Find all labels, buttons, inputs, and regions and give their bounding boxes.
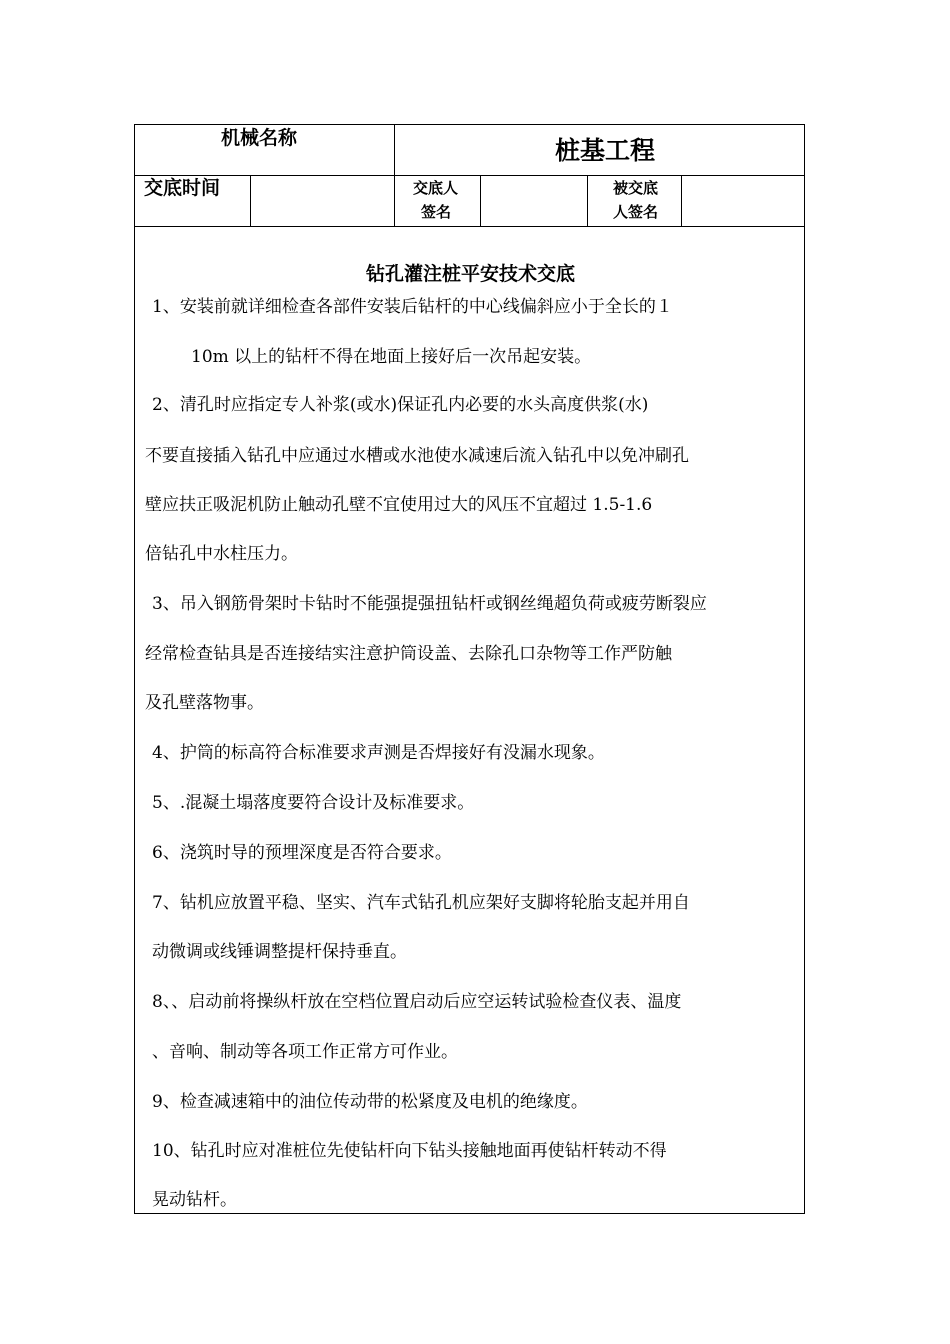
row-divider-2 <box>135 226 804 227</box>
body-line: 7、钻机应放置平稳、坚实、汽车式钻孔机应架好支脚将轮胎支起并用自 <box>152 893 690 913</box>
receiver-label <box>613 176 658 224</box>
col-divider-person-value <box>480 175 481 226</box>
col-divider-receiver-value <box>681 175 682 226</box>
body-line: 10m 以上的钻杆不得在地面上接好后一次吊起安装。 <box>191 347 592 367</box>
body-line: 2、清孔时应指定专人补浆(或水)保证孔内必要的水头高度供浆(水) <box>152 395 649 415</box>
body-line: 晃动钻杆。 <box>152 1190 237 1210</box>
handover-time-label: 交底时间 <box>144 177 221 199</box>
handover-person-label-line-2: 签名 <box>421 203 452 221</box>
machine-name-label: 机械名称 <box>221 127 298 149</box>
body-line: 4、护筒的标高符合标准要求声测是否焊接好有没漏水现象。 <box>152 743 605 763</box>
body-line: 、音响、制动等各项工作正常方可作业。 <box>152 1042 458 1062</box>
col-divider-main <box>394 125 395 226</box>
receiver-label-line-2: 人签名 <box>613 203 659 221</box>
body-line: 9、检查减速箱中的油位传动带的松紧度及电机的绝缘度。 <box>152 1092 588 1112</box>
body-line: 6、浇筑时导的预埋深度是否符合要求。 <box>152 843 452 863</box>
handover-time-value[interactable] <box>257 183 387 219</box>
document-title: 钻孔灌注桩平安技术交底 <box>365 263 575 285</box>
body-line: 不要直接插入钻孔中应通过水槽或水池使水减速后流入钻孔中以免冲刷孔 <box>145 446 689 466</box>
receiver-signature[interactable] <box>688 183 798 219</box>
col-divider-time-value <box>250 175 251 226</box>
row-divider-1 <box>135 175 804 176</box>
body-line: 1、安装前就详细检查各部件安装后钻杆的中心线偏斜应小于全长的１ <box>152 297 673 317</box>
body-line: 动微调或线锤调整提杆保持垂直。 <box>152 942 407 962</box>
body-line: 10、钻孔时应对准桩位先使钻杆向下钻头接触地面再使钻杆转动不得 <box>152 1141 667 1161</box>
handover-person-label-line-1: 交底人 <box>413 179 459 197</box>
col-divider-receiver-label <box>587 175 588 226</box>
receiver-label-line-1: 被交底 <box>613 179 659 197</box>
handover-person-signature[interactable] <box>487 183 579 219</box>
handover-person-label <box>413 176 458 224</box>
project-name: 桩基工程 <box>555 136 656 165</box>
body-line: 3、吊入钢筋骨架时卡钻时不能强提强扭钻杆或钢丝绳超负荷或疲劳断裂应 <box>152 594 707 614</box>
body-line: 8、、启动前将操纵杆放在空档位置启动后应空运转试验检查仪表、温度 <box>152 992 682 1012</box>
body-line: 及孔壁落物事。 <box>145 693 264 713</box>
handover-form <box>134 124 805 1214</box>
body-line: 倍钻孔中水柱压力。 <box>145 544 298 564</box>
body-line: 壁应扶正吸泥机防止触动孔壁不宜使用过大的风压不宜超过 1.5-1.6 <box>145 495 653 515</box>
body-line: 经常检查钻具是否连接结实注意护筒设盖、去除孔口杂物等工作严防触 <box>145 644 672 664</box>
body-line: 5、.混凝土塌落度要符合设计及标准要求。 <box>152 793 475 813</box>
